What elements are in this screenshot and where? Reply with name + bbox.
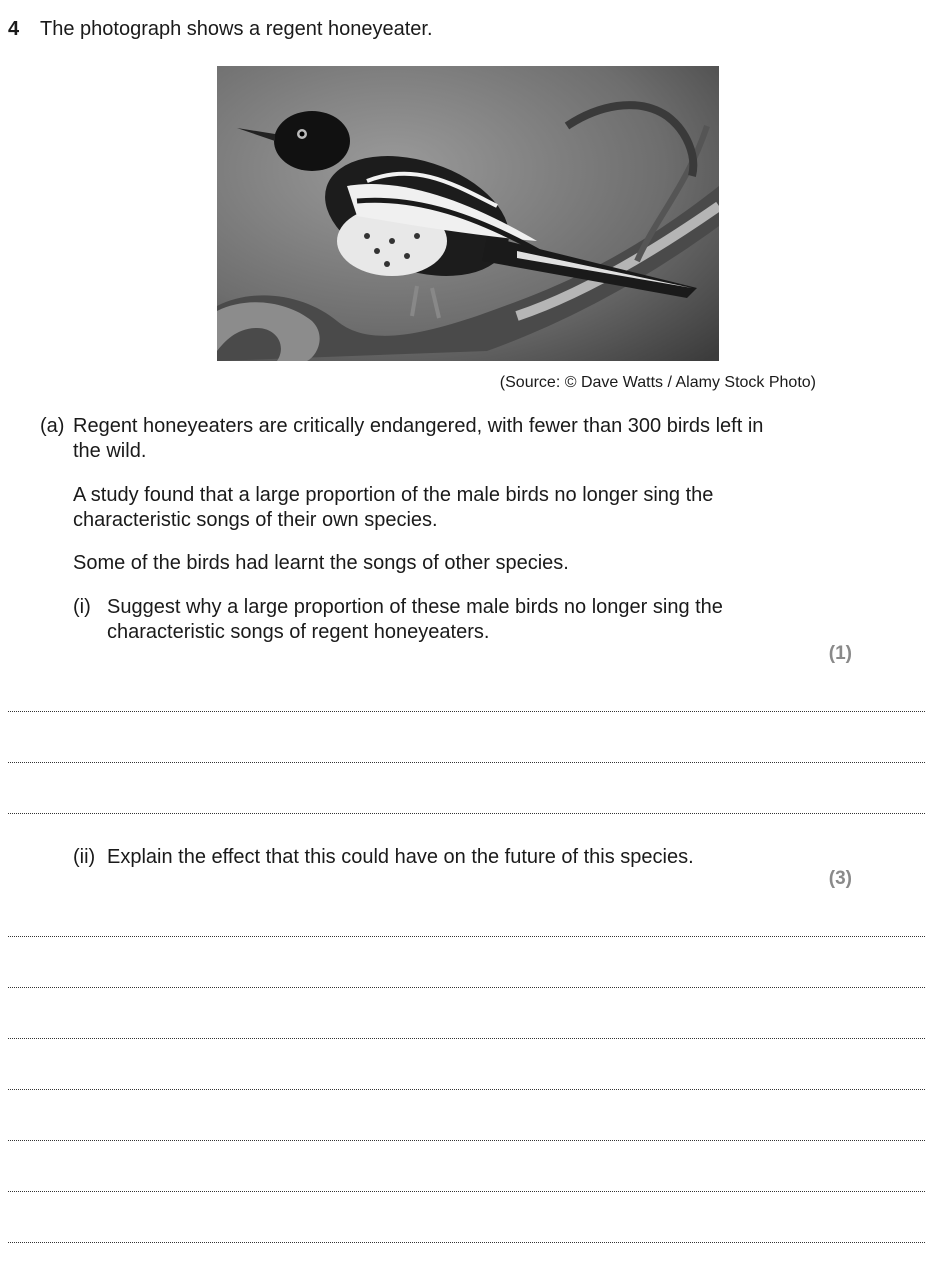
part-a-paragraph-2: A study found that a large proportion of the male birds no longer sing the characteristic songs of their own species. — [73, 484, 714, 531]
answer-line[interactable] — [8, 987, 925, 988]
photo-source: (Source: © Dave Watts / Alamy Stock Photo) — [499, 374, 816, 391]
answer-line[interactable] — [8, 711, 925, 712]
answer-line[interactable] — [8, 1038, 925, 1039]
answer-line[interactable] — [8, 1089, 925, 1090]
sub-i-marks: (1) — [828, 643, 852, 664]
question-number: 4 — [8, 18, 20, 40]
answer-line[interactable] — [8, 813, 925, 814]
sub-ii-marks: (3) — [828, 868, 852, 889]
part-a-paragraph-3: Some of the birds had learnt the songs of other species. — [73, 552, 569, 574]
answer-line[interactable] — [8, 762, 925, 763]
sub-i-label: (i) — [73, 596, 91, 618]
sub-ii-text: Explain the effect that this could have on the future of this species. — [107, 846, 694, 868]
sub-ii-label: (ii) — [73, 846, 96, 868]
answer-line[interactable] — [8, 1242, 925, 1243]
question-intro: The photograph shows a regent honeyeater. — [40, 18, 433, 40]
part-a-label: (a) — [40, 415, 65, 437]
sub-i-text: Suggest why a large proportion of these male birds no longer sing the characteristic songs of regent honeyeaters. — [107, 596, 723, 643]
bird-photograph — [217, 66, 719, 361]
answer-line[interactable] — [8, 1140, 925, 1141]
answer-line[interactable] — [8, 1191, 925, 1192]
answer-line[interactable] — [8, 936, 925, 937]
part-a-text: Regent honeyeaters are critically endangered, with fewer than 300 birds left in the wild. — [73, 415, 764, 462]
